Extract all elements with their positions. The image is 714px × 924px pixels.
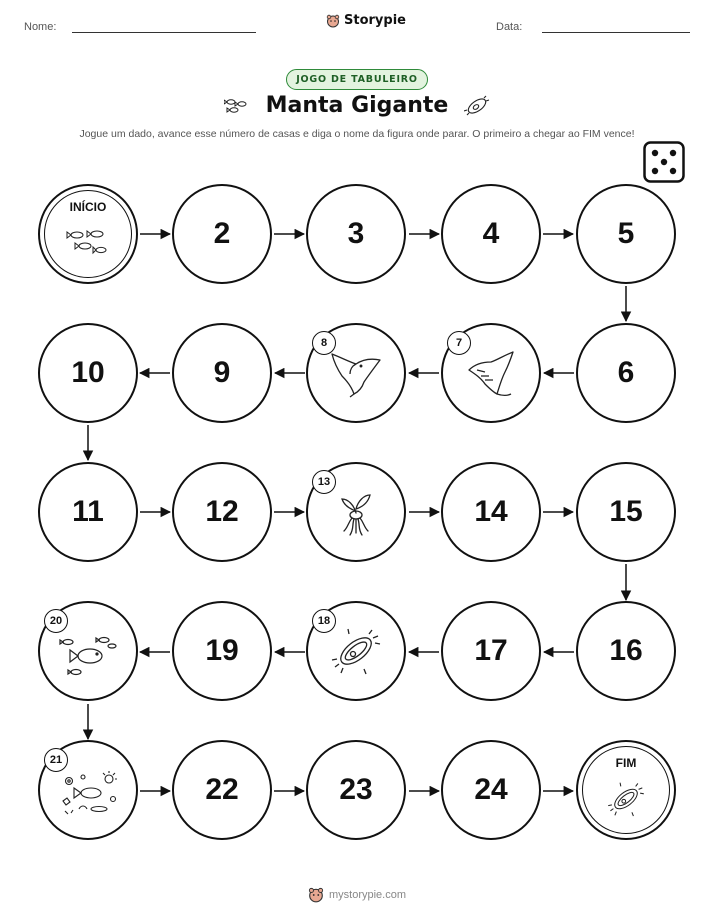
cell-number: 17 (474, 634, 508, 667)
start-label: INÍCIO (69, 200, 107, 214)
fish-school-icon (65, 226, 111, 258)
cell-6[interactable] (576, 323, 676, 423)
cell-14[interactable] (441, 462, 541, 562)
page-title: Manta Gigante (265, 93, 449, 118)
cell-number: 4 (482, 217, 500, 250)
cell-number-badge: 21 (44, 748, 68, 772)
cell-start[interactable] (38, 184, 138, 284)
seedling-roots-icon (334, 487, 378, 537)
cell-number: 6 (617, 356, 635, 389)
cell-24[interactable] (441, 740, 541, 840)
fish-group-icon (58, 632, 118, 678)
cell-number: 23 (339, 773, 373, 806)
cell-21[interactable] (38, 740, 138, 840)
cell-number: 12 (205, 495, 239, 528)
stingray-icon (463, 348, 519, 398)
cell-number: 3 (347, 217, 365, 250)
game-badge: JOGO DE TABULEIRO (286, 69, 428, 90)
cell-2[interactable] (172, 184, 272, 284)
cell-number-badge: 13 (312, 470, 336, 494)
cell-13[interactable] (306, 462, 406, 562)
cell-number-badge: 18 (312, 609, 336, 633)
cell-number: 16 (609, 634, 643, 667)
cell-8[interactable] (306, 323, 406, 423)
cell-number-badge: 20 (44, 609, 68, 633)
cell-12[interactable] (172, 462, 272, 562)
footer (0, 887, 714, 903)
cell-15[interactable] (576, 462, 676, 562)
cell-18[interactable] (306, 601, 406, 701)
cell-number: 15 (609, 495, 643, 528)
cell-9[interactable] (172, 323, 272, 423)
cell-number: 24 (474, 773, 508, 806)
cell-number: 22 (205, 773, 239, 806)
cell-number: 2 (213, 217, 231, 250)
cell-16[interactable] (576, 601, 676, 701)
name-label: Nome: (24, 21, 57, 33)
cell-number: 5 (617, 217, 635, 250)
cell-number-badge: 7 (447, 331, 471, 355)
plankton-mix-icon (57, 769, 119, 817)
cell-10[interactable] (38, 323, 138, 423)
end-label: FIM (615, 756, 637, 770)
manta-ray-icon (328, 348, 384, 398)
mascot-icon (308, 887, 324, 903)
cell-number: 14 (474, 495, 508, 528)
cell-number: 10 (71, 356, 105, 389)
cell-17[interactable] (441, 601, 541, 701)
cell-number: 19 (205, 634, 239, 667)
cell-22[interactable] (172, 740, 272, 840)
cell-11[interactable] (38, 462, 138, 562)
cell-number: 11 (72, 495, 104, 528)
cell-number-badge: 8 (312, 331, 336, 355)
instructions: Jogue um dado, avance esse número de casas e diga o nome da figura onde parar. O primeiro a chegar ao FIM vence! (79, 128, 635, 140)
footer-url[interactable]: mystorypie.com (328, 889, 407, 901)
cell-5[interactable] (576, 184, 676, 284)
date-label: Data: (496, 21, 523, 33)
cell-4[interactable] (441, 184, 541, 284)
cell-end[interactable] (576, 740, 676, 840)
cell-7[interactable] (441, 323, 541, 423)
bacterium-icon (606, 779, 646, 819)
cell-20[interactable] (38, 601, 138, 701)
cell-23[interactable] (306, 740, 406, 840)
cell-number: 9 (213, 356, 231, 389)
cell-3[interactable] (306, 184, 406, 284)
brand-name: Storypie (344, 13, 406, 28)
bacterium-icon (329, 626, 383, 676)
cell-19[interactable] (172, 601, 272, 701)
